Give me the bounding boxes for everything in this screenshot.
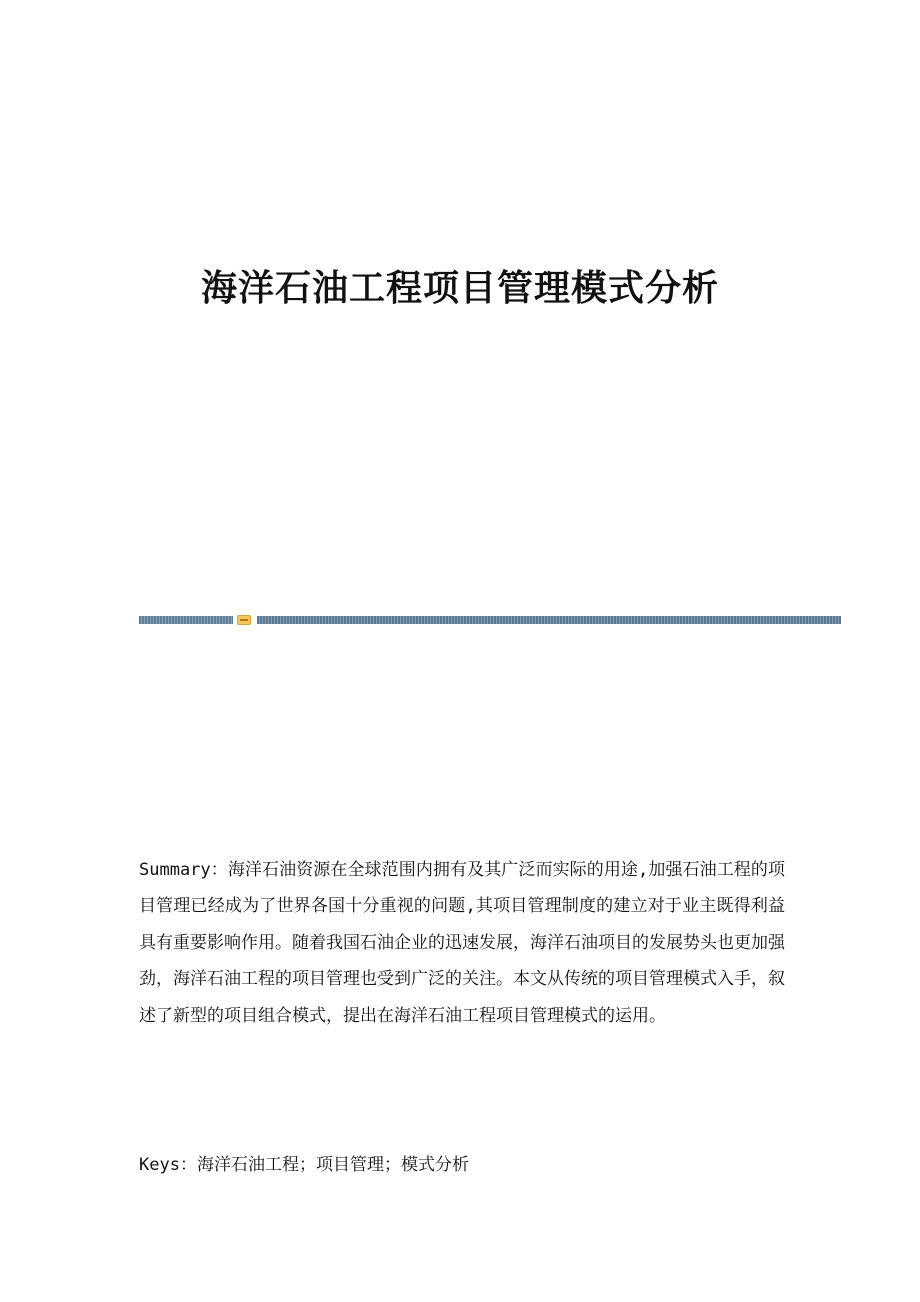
summary-text: 海洋石油资源在全球范围内拥有及其广泛而实际的用途,加强石油工程的项目管理已经成为了世界各国十分重视的问题,其项目管理制度的建立对于业主既得利益具有重要影响作用。随着我国石油企业的迅速发展，海洋石油项目的发展势头也更加强劲，海洋石油工程的项目管理也受到广泛的关注。本文从传统的项目管理模式入手，叙述了新型的项目组合模式，提出在海洋石油工程项目管理模式的运用。 <box>139 860 785 1026</box>
divider-bar-right <box>257 616 841 624</box>
keywords-line <box>139 1150 785 1180</box>
summary-label: Summary： <box>139 860 228 880</box>
divider-emblem-icon <box>237 615 251 625</box>
keywords-text: 海洋石油工程；项目管理；模式分析 <box>196 1155 469 1175</box>
document-title: 海洋石油工程项目管理模式分析 <box>200 267 719 309</box>
decorative-divider <box>139 615 841 625</box>
keywords-label: Keys： <box>139 1155 197 1175</box>
summary-paragraph <box>139 852 785 1034</box>
divider-bar-left <box>139 616 233 624</box>
